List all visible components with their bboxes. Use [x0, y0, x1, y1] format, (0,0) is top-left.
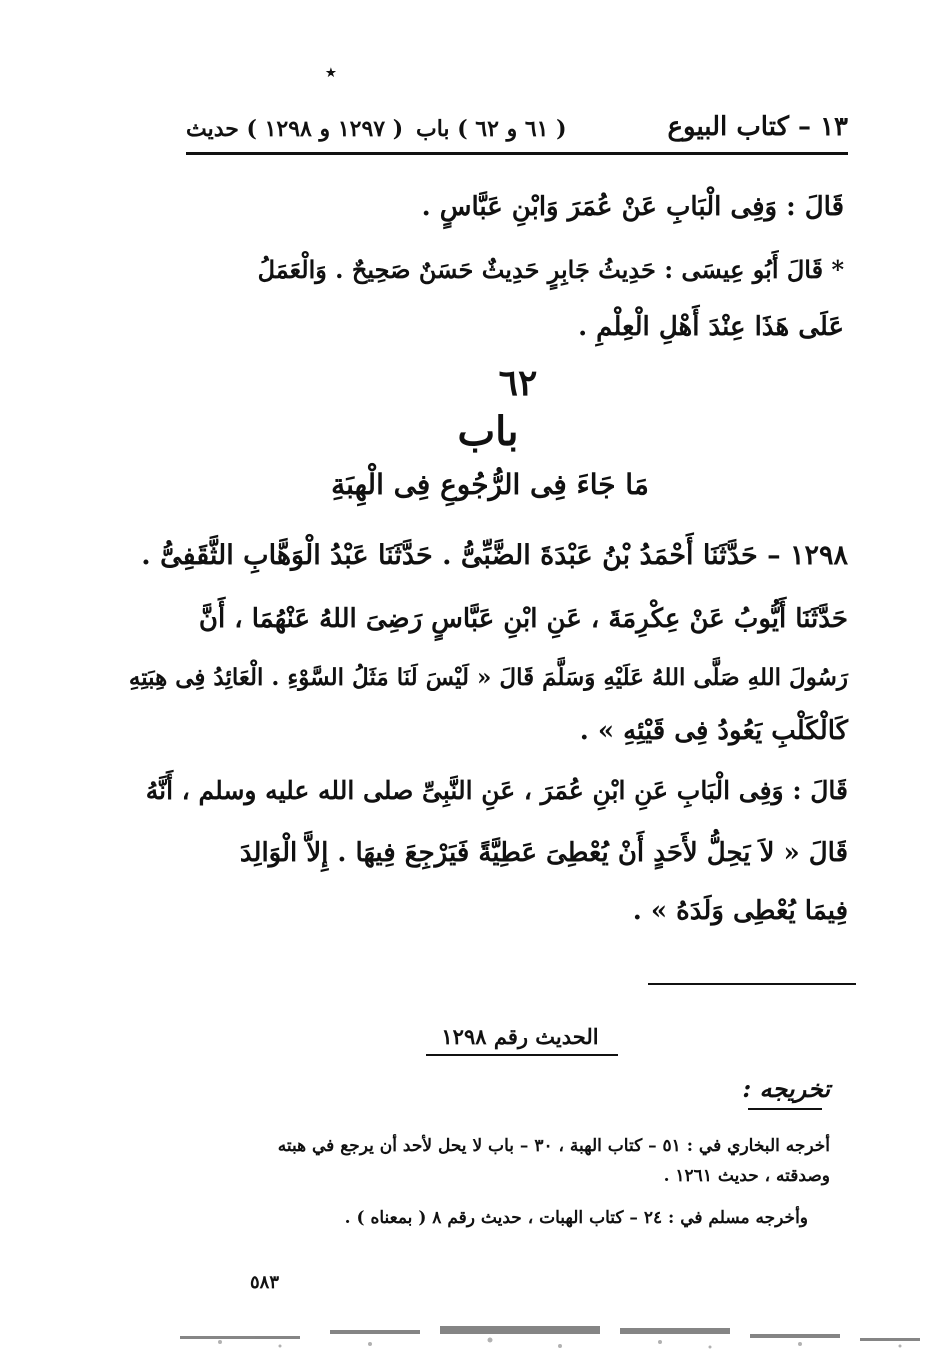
footnote-2: وأخرجه مسلم في : ٢٤ – كتاب الهبات ، حديث رقم ٨ ( بمعناه ) .	[344, 1208, 808, 1228]
chapter-title: مَا جَاءَ فِى الرُّجُوعِ فِى الْهِبَةِ	[331, 468, 649, 501]
header-chapter-ref: ( ٦١ و ٦٢ ) باب	[416, 116, 567, 142]
hadith-line-1: ١٢٩٨ – حَدَّثَنَا أَحْمَدُ بْنُ عَبْدَةَ الضَّبِّىُّ . حَدَّثَنَا عَبْدُ الْوَهَّابِ الثَّقَفِىُّ .	[141, 540, 848, 571]
hadith-line-2: حَدَّثَنَا أَيُّوبُ عَنْ عِكْرِمَةَ ، عَنِ ابْنِ عَبَّاسٍ رَضِىَ اللهُ عَنْهُمَا ، أَنَّ	[198, 604, 848, 634]
related-line-2: قَالَ « لاَ يَحِلُّ لأَحَدٍ أَنْ يُعْطِىَ عَطِيَّةً فَيَرْجِعَ فِيهَا . إِلاَّ الْوَالِدَ	[239, 838, 848, 868]
intro-line-3: عَلَى هَذَا عِنْدَ أَهْلِ الْعِلْمِ .	[578, 312, 844, 342]
footnote-1-line-2: وصدقته ، حديث ١٢٦١ .	[663, 1166, 830, 1186]
footnote-ref-title: الحديث رقم ١٢٩٨	[441, 1024, 599, 1049]
footnote-separator	[648, 983, 856, 985]
hadith-line-4: كَالْكَلْبِ يَعُودُ فِى قَيْئِهِ » .	[579, 716, 848, 746]
related-line-1: قَالَ : وَفِى الْبَابِ عَنِ ابْنِ عُمَرَ ، عَنِ النَّبِىِّ صلى الله عليه وسلم ، أَنَّهُ	[145, 776, 848, 805]
chapter-heading-bab: باب	[457, 408, 519, 455]
takhrij-label: تخريجه :	[742, 1074, 830, 1103]
ink-speck: ٭	[326, 62, 336, 83]
running-header	[186, 108, 848, 152]
footnote-1-line-1: أخرجه البخاري في : ٥١ – كتاب الهبة ، ٣٠ – باب لا يحل لأحد أن يرجع في هبته	[277, 1136, 830, 1156]
takhrij-underline	[748, 1108, 822, 1110]
intro-line-2: * قَالَ أَبُو عِيسَى : حَدِيثُ جَابِرٍ حَدِيثٌ حَسَنٌ صَحِيحٌ . وَالْعَمَلُ	[257, 255, 844, 284]
header-hadith-ref: ( ١٢٩٧ و ١٢٩٨ ) حديث	[186, 116, 404, 142]
page-number: ٥٨٣	[250, 1272, 280, 1293]
chapter-number: ٦٢	[498, 362, 538, 404]
intro-line-1: قَالَ : وَفِى الْبَابِ عَنْ عُمَرَ وَابْنِ عَبَّاسٍ .	[421, 192, 844, 222]
hadith-line-3: رَسُولَ اللهِ صَلَّى اللهُ عَلَيْهِ وَسَلَّمَ قَالَ « لَيْسَ لَنَا مَثَلُ السَّوْءِ . الْعَائِدُ فِى هِبَتِهِ	[128, 664, 848, 691]
header-rule	[186, 152, 848, 155]
ref-title-underline	[426, 1054, 618, 1056]
related-line-3: فِيمَا يُعْطِى وَلَدَهُ » .	[632, 896, 848, 926]
header-book-title: ١٣ – كتاب البيوع	[667, 112, 848, 142]
scan-noise-strip	[100, 1300, 936, 1351]
